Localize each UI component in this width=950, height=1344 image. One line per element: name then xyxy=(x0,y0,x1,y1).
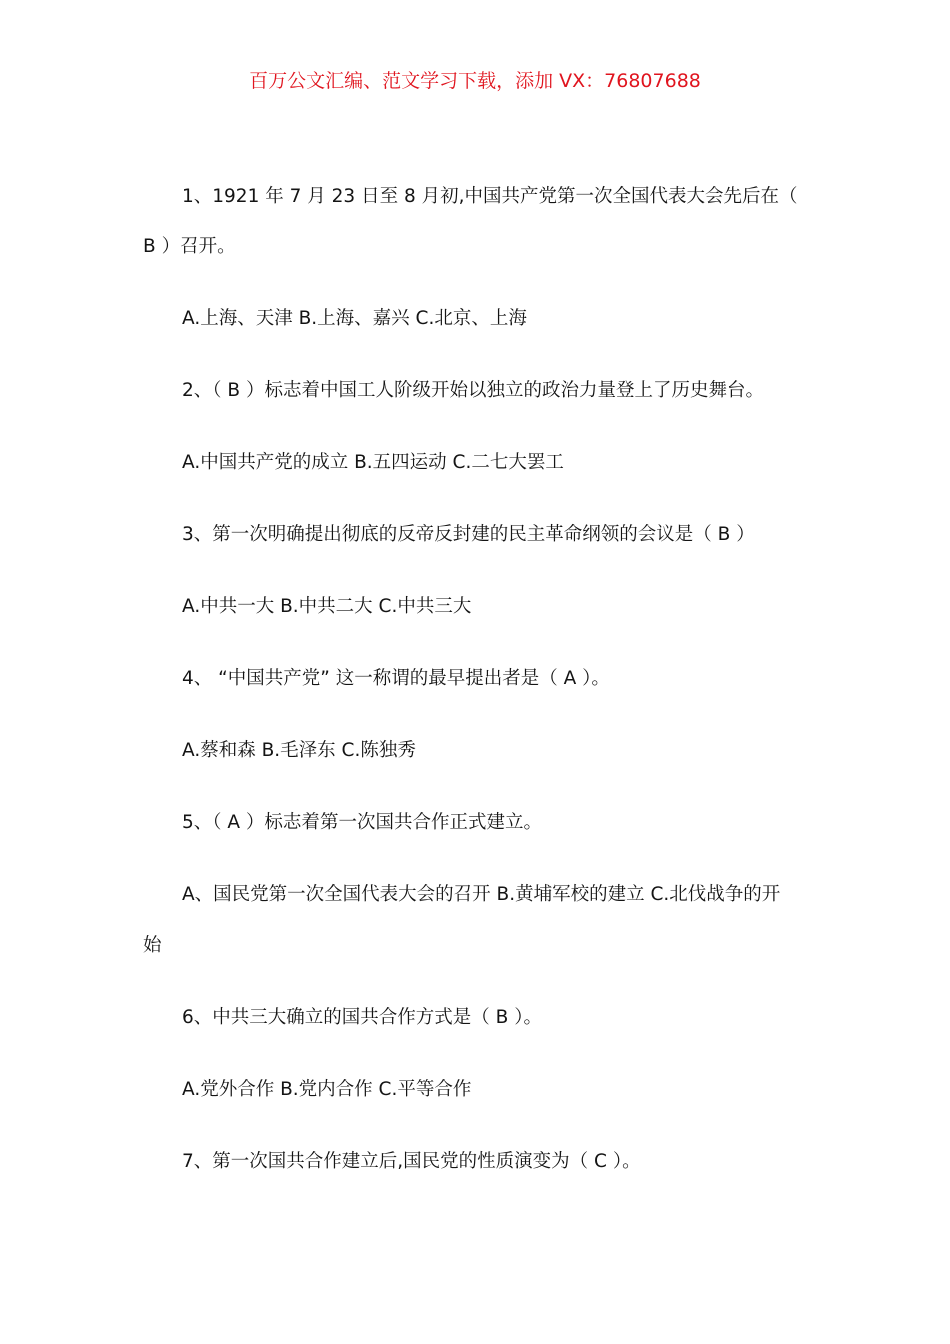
question-5-text: 5、（ A ）标志着第一次国共合作正式建立。 xyxy=(182,812,542,833)
question-3-text: 3、第一次明确提出彻底的反帝反封建的民主革命纲领的会议是（ B ） xyxy=(182,524,755,545)
question-1-line-2: B ）召开。 xyxy=(143,236,236,257)
question-4-text: 4、 “中国共产党” 这一称谓的最早提出者是（ A ）。 xyxy=(182,668,610,689)
question-1-line-1: 1、1921 年 7 月 23 日至 8 月初,中国共产党第一次全国代表大会先后在（ xyxy=(182,186,798,207)
question-7-text: 7、第一次国共合作建立后,国民党的性质演变为（ C ）。 xyxy=(182,1151,641,1172)
question-4-options: A.蔡和森 B.毛泽东 C.陈独秀 xyxy=(182,740,416,761)
question-5-options-line-2: 始 xyxy=(143,935,162,956)
question-1-options: A.上海、天津 B.上海、嘉兴 C.北京、上海 xyxy=(182,308,527,329)
question-6-text: 6、中共三大确立的国共合作方式是（ B ）。 xyxy=(182,1007,542,1028)
question-2-text: 2、（ B ）标志着中国工人阶级开始以独立的政治力量登上了历史舞台。 xyxy=(182,380,764,401)
question-6-options: A.党外合作 B.党内合作 C.平等合作 xyxy=(182,1079,472,1100)
watermark-header: 百万公文汇编、范文学习下载，添加 VX：76807688 xyxy=(249,70,701,92)
question-3-options: A.中共一大 B.中共二大 C.中共三大 xyxy=(182,596,472,617)
question-2-options: A.中国共产党的成立 B.五四运动 C.二七大罢工 xyxy=(182,452,564,473)
question-5-options-line-1: A、国民党第一次全国代表大会的召开 B.黄埔军校的建立 C.北伐战争的开 xyxy=(182,884,781,905)
